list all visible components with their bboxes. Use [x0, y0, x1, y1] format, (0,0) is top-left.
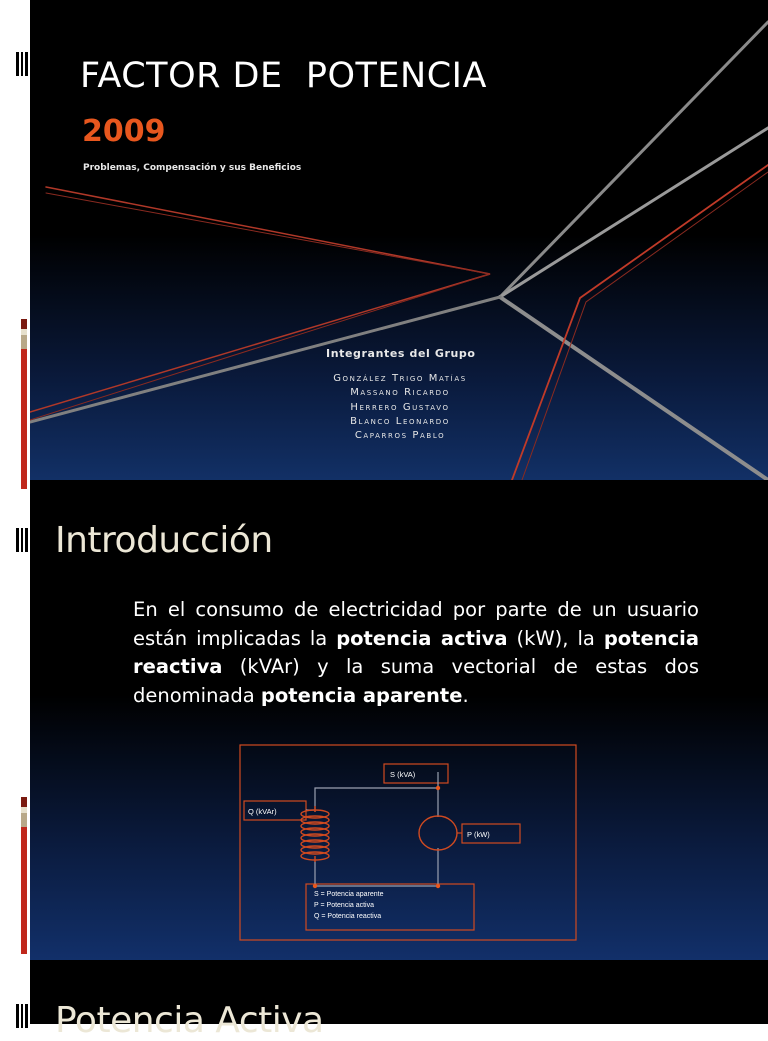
- member-name: Massano Ricardo: [350, 387, 450, 399]
- paragraph-text: En el consumo de electricidad por parte de un usuario están implicadas la: [133, 598, 699, 650]
- presentation-subtitle: Problemas, Compensación y sus Beneficios: [83, 163, 302, 173]
- intro-paragraph: [133, 596, 699, 710]
- slide-thumbnail-icon[interactable]: [16, 52, 28, 76]
- inductor-coil-icon: [301, 806, 329, 862]
- power-circuit-diagram: [238, 744, 578, 942]
- slide-thumbnail-icon[interactable]: [16, 528, 28, 552]
- paragraph-text: (kW), la: [507, 626, 604, 650]
- term-apparent-power: potencia aparente: [260, 683, 463, 707]
- p-label: P (kW): [467, 830, 490, 839]
- member-name: Caparros Pablo: [354, 430, 446, 442]
- member-name: González Trigo Matías: [333, 373, 467, 384]
- slide-color-bar: [21, 319, 27, 489]
- legend-line: S = Potencia aparente: [314, 891, 384, 898]
- slide-color-bar: [21, 797, 27, 954]
- title-slide: [30, 0, 768, 480]
- legend-line: Q = Potencia reactiva: [314, 913, 382, 920]
- paragraph-text: .: [462, 683, 469, 707]
- paragraph-text: (kVAr) y la suma vectorial de estas dos denominada: [133, 655, 699, 707]
- members-list: [300, 372, 500, 443]
- wire: [315, 788, 438, 812]
- slide-thumbnail-icon[interactable]: [16, 1004, 28, 1028]
- s-label: S (kVA): [390, 770, 416, 779]
- group-heading: Integrantes del Grupo: [326, 347, 476, 360]
- slide-title: Potencia Activa: [55, 1000, 324, 1041]
- member-name: Herrero Gustavo: [350, 401, 450, 413]
- wire: [315, 860, 438, 886]
- term-reactive-power: potencia reactiva: [133, 626, 699, 678]
- slide-gutter: [0, 0, 30, 1024]
- term-active-power: potencia activa: [336, 626, 508, 650]
- presentation-year: 2009: [82, 114, 166, 149]
- member-name: Blanco Leonardo: [350, 415, 450, 427]
- presentation-title: FACTOR DE POTENCIA: [80, 56, 487, 96]
- q-label: Q (kVAr): [248, 807, 277, 816]
- slide-title: Introducción: [55, 520, 273, 561]
- load-circle-icon: [419, 816, 462, 850]
- junction-dots: [313, 786, 440, 888]
- legend-line: P = Potencia activa: [314, 902, 374, 909]
